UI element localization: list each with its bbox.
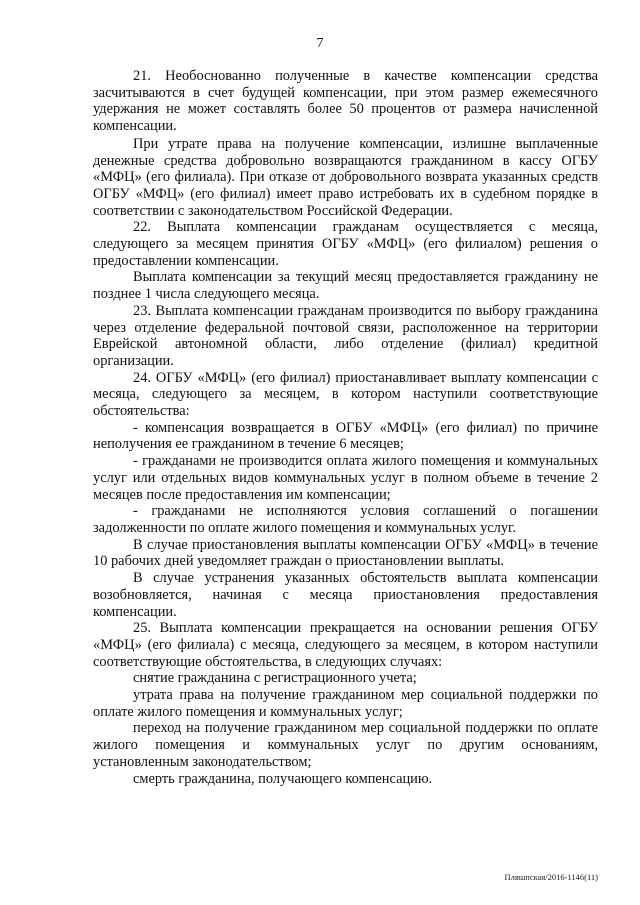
list-item-agreement: - гражданами не исполняются условия соглашений о погашении задолженности по оплате жилого помещения и коммунальных услуг. <box>93 503 598 536</box>
list-item-returned: - компенсация возвращается в ОГБУ «МФЦ» (его филиал) по причине неполучения ее гражданином в течение 6 месяцев; <box>93 419 598 453</box>
document-reference-footer: Пляшпская/2016-1146(11) <box>504 872 598 882</box>
list-item-deregistration: снятие гражданина с регистрационного учета; <box>133 670 417 687</box>
paragraph-22: 22. Выплата компенсации гражданам осуществляется с месяца, следующего за месяцем принятия ОГБУ «МФЦ» (его филиалом) решения о предоставлении компенсации. <box>93 219 598 269</box>
paragraph-24: 24. ОГБУ «МФЦ» (его филиал) приостанавливает выплату компенсации с месяца, следующего за месяцем, в котором наступили соответствующие обстоятельства: <box>93 369 598 420</box>
paragraph-21: 21. Необоснованно полученные в качестве компенсации средства засчитываются в счет будущей компенсации, при этом размер ежемесячного удержания не может составлять более 50 процентов от размера начисленной компенсации. <box>93 68 598 135</box>
list-item-loss-of-right: утрата права на получение гражданином мер социальной поддержки по оплате жилого помещения и коммунальных услуг; <box>93 687 598 720</box>
list-item-nonpayment: - гражданами не производится оплата жилого помещения и коммунальных услуг или отдельных видов коммунальных услуг в полном объеме в течение 2 месяцев после предоставления им компенсации; <box>93 453 598 503</box>
paragraph-23: 23. Выплата компенсации гражданам производится по выбору гражданина через отделение федеральной почтовой связи, расположенное на территории Еврейской автономной области, либо отделение (филиал) кредитной организации. <box>93 302 598 369</box>
document-body <box>93 68 598 787</box>
paragraph-refund: При утрате права на получение компенсации, излишне выплаченные денежные средства добровольно возвращаются гражданином в кассу ОГБУ «МФЦ» (его филиала). При отказе от добровольного возврата указанных средств ОГБУ «МФЦ» (его филиал) имеет право истребовать их в судебном порядке в соответствии с законодательством Российской Федерации. <box>93 135 598 219</box>
paragraph-current-month: Выплата компенсации за текущий месяц предоставляется гражданину не позднее 1 числа следующего месяца. <box>93 269 598 303</box>
paragraph-resumption: В случае устранения указанных обстоятельств выплата компенсации возобновляется, начиная с месяца приостановления предоставления компенсации. <box>93 570 598 620</box>
page-number: 7 <box>316 36 324 51</box>
list-item-transfer: переход на получение гражданином мер социальной поддержки по оплате жилого помещения и коммунальных услуг по другим основаниям, установленным законодательством; <box>93 720 598 770</box>
paragraph-suspension-notice: В случае приостановления выплаты компенсации ОГБУ «МФЦ» в течение 10 рабочих дней уведомляет граждан о приостановлении выплаты. <box>93 536 598 570</box>
list-item-death: смерть гражданина, получающего компенсацию. <box>133 770 433 787</box>
paragraph-25: 25. Выплата компенсации прекращается на основании решения ОГБУ «МФЦ» (его филиала) с месяца, следующего за месяцем, в котором наступили соответствующие обстоятельства, в следующих случаях: <box>93 620 598 670</box>
